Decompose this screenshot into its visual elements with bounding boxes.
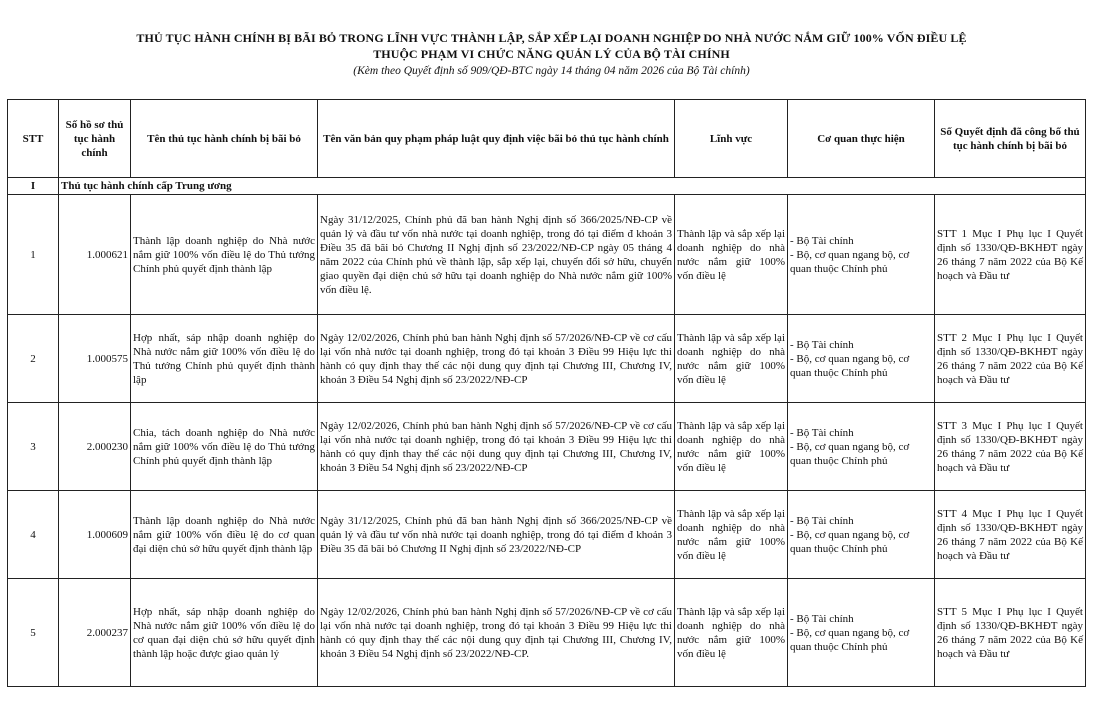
header-decision: Số Quyết định đã công bố thủ tục hành chính bị bãi bỏ xyxy=(935,100,1086,178)
row-field: Thành lập và sắp xếp lại doanh nghiệp do nhà nước nắm giữ 100% vốn điều lệ xyxy=(675,491,788,579)
row-agency-1: - Bộ Tài chính xyxy=(790,426,854,439)
procedures-table xyxy=(7,99,1086,687)
row-name: Hợp nhất, sáp nhập doanh nghiệp do Nhà nước nắm giữ 100% vốn điều lệ do Thủ tướng Chính phủ quyết định thành lập xyxy=(131,315,318,403)
row-agency xyxy=(788,491,935,579)
row-agency-1: - Bộ Tài chính xyxy=(790,338,854,351)
table-row xyxy=(8,195,1086,315)
row-name: Thành lập doanh nghiệp do Nhà nước nắm giữ 100% vốn điều lệ do cơ quan đại diện chủ sở hữu quyết định thành lập xyxy=(131,491,318,579)
row-agency xyxy=(788,579,935,687)
row-decision: STT 1 Mục I Phụ lục I Quyết định số 1330/QĐ-BKHĐT ngày 26 tháng 7 năm 2022 của Bộ Kế hoạch và Đầu tư xyxy=(935,195,1086,315)
row-field: Thành lập và sắp xếp lại doanh nghiệp do nhà nước nắm giữ 100% vốn điều lệ xyxy=(675,403,788,491)
header-code: Số hồ sơ thủ tục hành chính xyxy=(59,100,131,178)
header-agency: Cơ quan thực hiện xyxy=(788,100,935,178)
row-legal: Ngày 12/02/2026, Chính phủ ban hành Nghị định số 57/2026/NĐ-CP về cơ cấu lại vốn nhà nước tại doanh nghiệp, trong đó tại khoản 3 Điều 99 Hiệu lực thi hành có quy định thay thế các nội dung quy định tại Chương III, Chương IV, khoản 3 Điều 54 Nghị định số 23/2022/NĐ-CP xyxy=(318,315,675,403)
row-field: Thành lập và sắp xếp lại doanh nghiệp do nhà nước nắm giữ 100% vốn điều lệ xyxy=(675,315,788,403)
row-legal: Ngày 31/12/2025, Chính phủ đã ban hành Nghị định số 366/2025/NĐ-CP về quản lý và đầu tư vốn nhà nước tại doanh nghiệp, trong đó tại điểm đ khoản 3 Điều 35 đã bãi bỏ Chương II Nghị định số 23/2022/NĐ-CP ngày 05 tháng 4 năm 2022 của Chính phủ về thành lập, sắp xếp lại, chuyển đổi sở hữu, chuyển giao quyền đại diện chủ sở hữu tại doanh nghiệp do Nhà nước nắm giữ 100% vốn điều lệ. xyxy=(318,195,675,315)
section-row xyxy=(8,178,1086,195)
row-decision: STT 5 Mục I Phụ lục I Quyết định số 1330/QĐ-BKHĐT ngày 26 tháng 7 năm 2022 của Bộ Kế hoạch và Đầu tư xyxy=(935,579,1086,687)
header-name: Tên thủ tục hành chính bị bãi bỏ xyxy=(131,100,318,178)
header-stt: STT xyxy=(8,100,59,178)
document-subtitle: (Kèm theo Quyết định số 909/QĐ-BTC ngày 14 tháng 04 năm 2026 của Bộ Tài chính) xyxy=(353,65,750,77)
row-stt: 2 xyxy=(8,315,59,403)
row-agency-2: - Bộ, cơ quan ngang bộ, cơ quan thuộc Chính phủ xyxy=(790,248,910,275)
section-index: I xyxy=(8,178,59,195)
table-header-row xyxy=(8,100,1086,178)
row-code: 1.000575 xyxy=(59,315,131,403)
row-agency xyxy=(788,403,935,491)
row-agency-1: - Bộ Tài chính xyxy=(790,612,854,625)
row-agency-2: - Bộ, cơ quan ngang bộ, cơ quan thuộc Chính phủ xyxy=(790,440,910,467)
row-code: 1.000609 xyxy=(59,491,131,579)
document-header xyxy=(0,30,1103,79)
row-decision: STT 3 Mục I Phụ lục I Quyết định số 1330/QĐ-BKHĐT ngày 26 tháng 7 năm 2022 của Bộ Kế hoạch và Đầu tư xyxy=(935,403,1086,491)
row-name: Chia, tách doanh nghiệp do Nhà nước nắm giữ 100% vốn điều lệ do Thủ tướng Chính phủ quyết định thành lập xyxy=(131,403,318,491)
row-agency xyxy=(788,195,935,315)
row-field: Thành lập và sắp xếp lại doanh nghiệp do nhà nước nắm giữ 100% vốn điều lệ xyxy=(675,195,788,315)
row-agency xyxy=(788,315,935,403)
row-agency-1: - Bộ Tài chính xyxy=(790,234,854,247)
table-row xyxy=(8,491,1086,579)
header-legal: Tên văn bản quy phạm pháp luật quy định việc bãi bỏ thủ tục hành chính xyxy=(318,100,675,178)
table-row xyxy=(8,403,1086,491)
document-title-line2: THUỘC PHẠM VI CHỨC NĂNG QUẢN LÝ CỦA BỘ TÀI CHÍNH xyxy=(373,47,730,61)
row-decision: STT 4 Mục I Phụ lục I Quyết định số 1330/QĐ-BKHĐT ngày 26 tháng 7 năm 2022 của Bộ Kế hoạch và Đầu tư xyxy=(935,491,1086,579)
row-field: Thành lập và sắp xếp lại doanh nghiệp do nhà nước nắm giữ 100% vốn điều lệ xyxy=(675,579,788,687)
row-stt: 5 xyxy=(8,579,59,687)
row-legal: Ngày 12/02/2026, Chính phủ ban hành Nghị định số 57/2026/NĐ-CP về cơ cấu lại vốn nhà nước tại doanh nghiệp, trong đó tại khoản 3 Điều 99 Hiệu lực thi hành có quy định thay thế các nội dung quy định tại Chương III, Chương IV, khoản 3 Điều 54 Nghị định số 23/2022/NĐ-CP xyxy=(318,403,675,491)
row-code: 1.000621 xyxy=(59,195,131,315)
row-code: 2.000237 xyxy=(59,579,131,687)
row-agency-2: - Bộ, cơ quan ngang bộ, cơ quan thuộc Chính phủ xyxy=(790,352,910,379)
row-code: 2.000230 xyxy=(59,403,131,491)
row-agency-2: - Bộ, cơ quan ngang bộ, cơ quan thuộc Chính phủ xyxy=(790,626,910,653)
row-name: Hợp nhất, sáp nhập doanh nghiệp do Nhà nước nắm giữ 100% vốn điều lệ do cơ quan đại diện chủ sở hữu quyết định thành lập hoặc được giao quản lý xyxy=(131,579,318,687)
section-label: Thủ tục hành chính cấp Trung ương xyxy=(59,178,1086,195)
document-title-line1: THỦ TỤC HÀNH CHÍNH BỊ BÃI BỎ TRONG LĨNH VỰC THÀNH LẬP, SẮP XẾP LẠI DOANH NGHIỆP DO NHÀ NƯỚC NẮM GIỮ 100% VỐN ĐIỀU LỆ xyxy=(136,31,967,45)
row-legal: Ngày 31/12/2025, Chính phủ đã ban hành Nghị định số 366/2025/NĐ-CP về quản lý và đầu tư vốn nhà nước tại doanh nghiệp, trong đó tại điểm đ khoản 3 Điều 35 đã bãi bỏ Chương II Nghị định số 23/2022/NĐ-CP xyxy=(318,491,675,579)
table-row xyxy=(8,315,1086,403)
row-agency-1: - Bộ Tài chính xyxy=(790,514,854,527)
row-decision: STT 2 Mục I Phụ lục I Quyết định số 1330/QĐ-BKHĐT ngày 26 tháng 7 năm 2022 của Bộ Kế hoạch và Đầu tư xyxy=(935,315,1086,403)
row-legal: Ngày 12/02/2026, Chính phủ ban hành Nghị định số 57/2026/NĐ-CP về cơ cấu lại vốn nhà nước tại doanh nghiệp, trong đó tại khoản 3 Điều 99 Hiệu lực thi hành có quy định thay thế các nội dung quy định tại Chương III, Chương IV, khoản 3 Điều 54 Nghị định số 23/2022/NĐ-CP. xyxy=(318,579,675,687)
row-name: Thành lập doanh nghiệp do Nhà nước nắm giữ 100% vốn điều lệ do Thủ tướng Chính phủ quyết định thành lập xyxy=(131,195,318,315)
row-stt: 1 xyxy=(8,195,59,315)
row-stt: 3 xyxy=(8,403,59,491)
table-row xyxy=(8,579,1086,687)
header-field: Lĩnh vực xyxy=(675,100,788,178)
row-agency-2: - Bộ, cơ quan ngang bộ, cơ quan thuộc Chính phủ xyxy=(790,528,910,555)
row-stt: 4 xyxy=(8,491,59,579)
